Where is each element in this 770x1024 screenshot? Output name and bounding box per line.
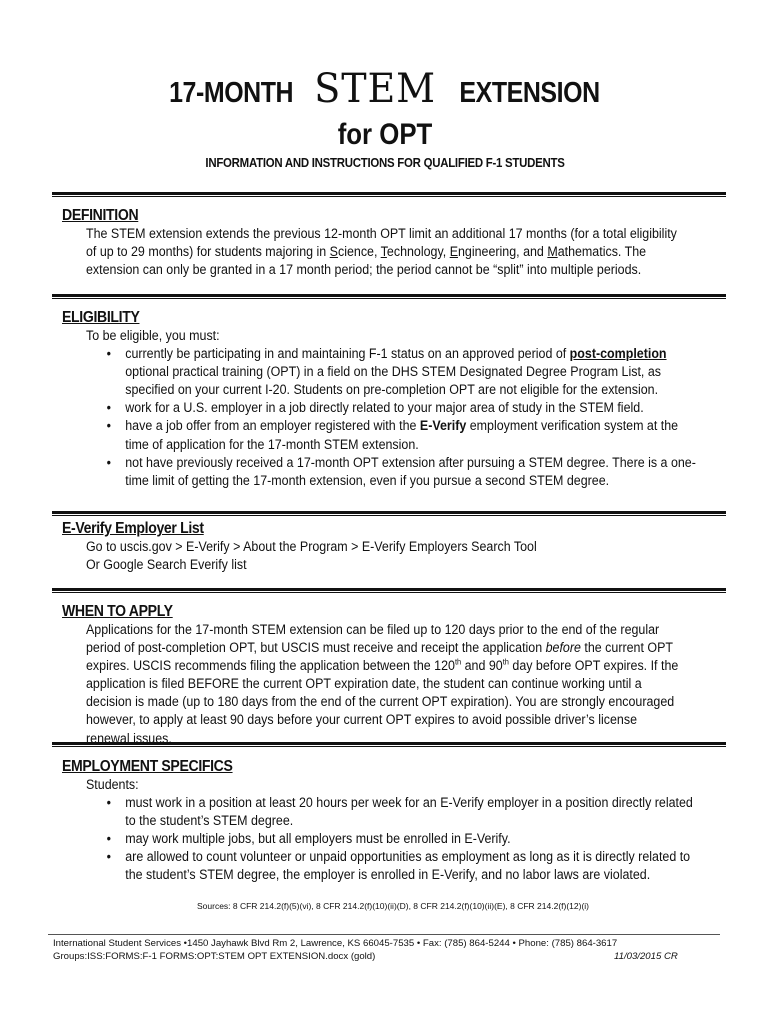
- employment-heading: EMPLOYMENT SPECIFICS: [62, 758, 233, 775]
- when-text: Applications for the 17-month STEM extension can be filed up to 120 days prior to the end of the regular period of post-completion OPT, but USCIS must receive and receipt the application before the current OPT expires. USCIS recommends filing the application between the 120th and 90th day before OPT expires. If the application is filed BEFORE the current OPT expiration date, the student can continue working until a decision is made (up to 180 days from the end of the current OPT expiration). You are strongly encouraged however, to apply at least 90 days before your current OPT expires to avoid possible driver’s license renewal issues.: [86, 622, 679, 746]
- employment-list: [62, 794, 704, 884]
- everify-line-2: Or Google Search Everify list: [86, 557, 247, 573]
- definition-text: The STEM extension extends the previous 12-month OPT limit an additional 17 months (for a total eligibility of up to 29 months) for students majoring in Science, Technology, Engineering, and Mathematics. The extension can only be granted in a 17 month period; the period cannot be “split” into multiple periods.: [86, 226, 677, 278]
- footer-address: International Student Services •1450 Jayhawk Blvd Rm 2, Lawrence, KS 66045-7535 • Fax: (785) 864-5244 • Phone: (785) 864-3617: [53, 938, 618, 949]
- when-section: [62, 603, 732, 748]
- eligibility-list: [62, 345, 704, 490]
- list-item: • not have previously received a 17-month OPT extension after pursuing a STEM degree. There is a one-time limit of getting the 17-month extension, even if you pursue a second STEM degree.: [107, 454, 704, 490]
- list-item: • must work in a position at least 20 hours per week for an E-Verify employer in a position directly related to the student’s STEM degree.: [107, 794, 704, 830]
- page-subtitle: INFORMATION AND INSTRUCTIONS FOR QUALIFIED F-1 STUDENTS: [205, 155, 565, 170]
- list-item: • work for a U.S. employer in a job directly related to your major area of study in the STEM field.: [107, 399, 704, 417]
- eligibility-heading: ELIGIBILITY: [62, 309, 140, 326]
- title-line-2: for OPT: [337, 118, 433, 151]
- eligibility-section: [62, 309, 732, 490]
- page-title: [0, 66, 770, 126]
- eligibility-intro: To be eligible, you must:: [86, 328, 220, 343]
- title-stem: STEM: [314, 66, 437, 112]
- title-suffix: EXTENSION: [459, 77, 600, 109]
- list-item: • currently be participating in and maintaining F-1 status on an approved period of post-completion optional practical training (OPT) in a field on the DHS STEM Designated Degree Program List, as specified on your current I-20. Students on pre-completion OPT are not eligible for the extension.: [107, 345, 704, 399]
- list-item: • may work multiple jobs, but all employers must be enrolled in E-Verify.: [107, 830, 704, 848]
- section-divider: [52, 742, 726, 747]
- footer-date: 11/03/2015 CR: [614, 951, 678, 962]
- list-item: • have a job offer from an employer registered with the E-Verify employment verification system at the time of application for the 17-month STEM extension.: [107, 417, 704, 453]
- definition-section: [62, 207, 732, 279]
- section-divider: [52, 588, 726, 593]
- section-divider: [52, 511, 726, 516]
- everify-heading: E-Verify Employer List: [62, 520, 204, 537]
- employment-intro: Students:: [86, 777, 139, 792]
- sources-citation: Sources: 8 CFR 214.2(f)(5)(vi), 8 CFR 214.2(f)(10)(ii)(D), 8 CFR 214.2(f)(10)(ii)(E), 8 CFR 214.2(f)(12)(i): [196, 901, 590, 911]
- section-divider: [52, 192, 726, 197]
- everify-section: [62, 520, 732, 574]
- section-divider: [52, 294, 726, 299]
- footer-divider: [48, 934, 720, 935]
- title-prefix: 17-MONTH: [169, 77, 294, 109]
- everify-line-1: Go to uscis.gov > E-Verify > About the Program > E-Verify Employers Search Tool: [86, 539, 537, 554]
- definition-heading: DEFINITION: [62, 207, 139, 224]
- footer-file-path: Groups:ISS:FORMS:F-1 FORMS:OPT:STEM OPT EXTENSION.docx (gold): [53, 951, 376, 962]
- employment-section: [62, 758, 732, 885]
- when-heading: WHEN TO APPLY: [62, 603, 173, 620]
- list-item: • are allowed to count volunteer or unpaid opportunities as employment as long as it is directly related to the student’s STEM degree, the employer is enrolled in E-Verify, and no labor laws are violated.: [107, 848, 704, 884]
